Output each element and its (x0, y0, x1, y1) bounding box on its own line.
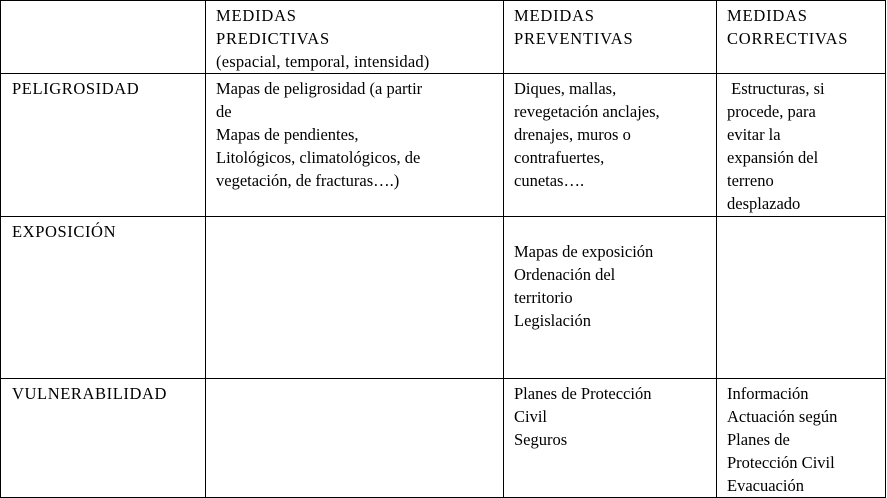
cell-preventive (504, 217, 717, 379)
row-label: PELIGROSIDAD (1, 74, 206, 217)
corner-cell (1, 1, 206, 74)
cell-line: Información (727, 384, 809, 403)
cell-predictive (206, 379, 504, 498)
cell-line: procede, para (727, 102, 816, 121)
cell-corrective (717, 74, 886, 217)
cell-line: desplazado (727, 194, 801, 213)
cell-line: Diques, mallas, (514, 79, 617, 98)
cell-line: territorio (514, 288, 573, 307)
cell-line: Legislación (514, 311, 591, 330)
cell-line: evitar la (727, 125, 781, 144)
cell-line: vegetación, de fracturas….) (216, 171, 400, 190)
cell-line: Litológicos, climatológicos, de (216, 148, 421, 167)
cell-line: Ordenación del (514, 265, 616, 284)
header-corrective-line2: CORRECTIVAS (727, 29, 849, 48)
cell-line: Mapas de pendientes, (216, 125, 359, 144)
header-row (1, 1, 886, 74)
cell-corrective (717, 217, 886, 379)
cell-line: drenajes, muros o (514, 125, 631, 144)
cell-line: Estructuras, si (727, 79, 825, 98)
cell-line: de (216, 102, 232, 121)
cell-line: Planes de (727, 430, 790, 449)
header-corrective-line1: MEDIDAS (727, 6, 808, 25)
cell-line: cunetas…. (514, 171, 585, 190)
header-preventive-line2: PREVENTIVAS (514, 29, 634, 48)
cell-line: Evacuación (727, 476, 804, 495)
cell-predictive (206, 74, 504, 217)
cell-line: expansión del (727, 148, 819, 167)
cell-line: Protección Civil (727, 453, 835, 472)
cell-line: Planes de Protección (514, 384, 652, 403)
cell-line: contrafuertes, (514, 148, 605, 167)
header-predictive-line3: (espacial, temporal, intensidad) (216, 52, 430, 71)
cell-line: Seguros (514, 430, 568, 449)
cell-line: Mapas de exposición (514, 242, 654, 261)
header-corrective (717, 1, 886, 74)
cell-corrective (717, 379, 886, 498)
row-label: VULNERABILIDAD (1, 379, 206, 498)
row-vulnerabilidad (1, 379, 886, 498)
cell-line: terreno (727, 171, 774, 190)
header-predictive-line2: PREDICTIVAS (216, 29, 330, 48)
row-label: EXPOSICIÓN (1, 217, 206, 379)
header-preventive (504, 1, 717, 74)
cell-preventive (504, 74, 717, 217)
cell-preventive (504, 379, 717, 498)
cell-line: Civil (514, 407, 548, 426)
cell-predictive (206, 217, 504, 379)
header-predictive (206, 1, 504, 74)
row-exposicion (1, 217, 886, 379)
cell-line: Mapas de peligrosidad (a partir (216, 79, 423, 98)
row-peligrosidad (1, 74, 886, 217)
cell-line: Actuación según (727, 407, 838, 426)
header-predictive-line1: MEDIDAS (216, 6, 297, 25)
header-preventive-line1: MEDIDAS (514, 6, 595, 25)
cell-line: revegetación anclajes, (514, 102, 660, 121)
